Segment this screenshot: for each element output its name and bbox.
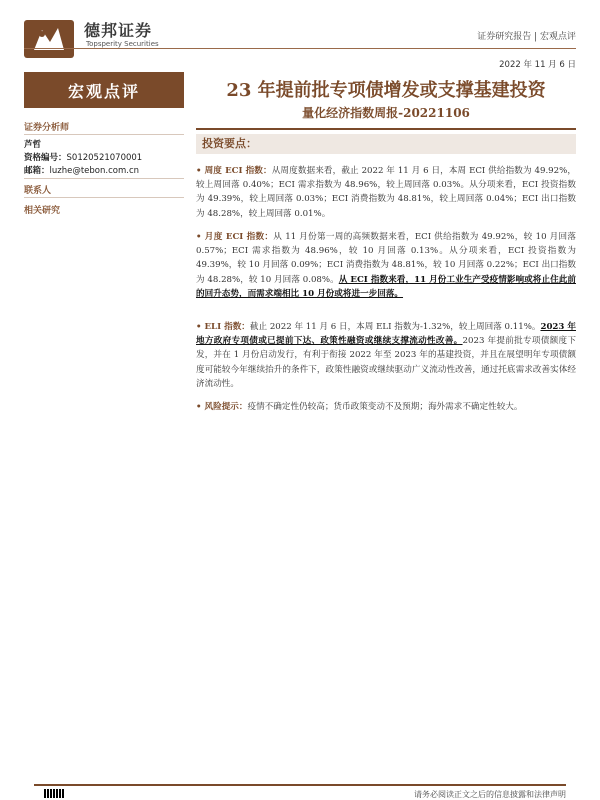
footer-divider [34, 784, 566, 786]
title-divider [196, 128, 576, 130]
bullet-icon: • [196, 232, 205, 242]
analyst-cert: 资格编号：S0120521070001 [24, 153, 143, 163]
header-divider [24, 48, 576, 49]
qr-code-icon [44, 789, 64, 798]
category-tag: 宏观点评 [24, 72, 184, 108]
related-section-label: 相关研究 [24, 206, 61, 216]
brand-name-en: Topsperity Securities [86, 40, 159, 48]
analyst-name: 芦哲 [24, 140, 42, 150]
section-divider [24, 197, 184, 198]
section-divider [24, 178, 184, 179]
bullet-icon: • [196, 402, 205, 412]
report-type: 证券研究报告 | 宏观点评 [477, 32, 576, 42]
key-point-risk: • 风险提示：疫情不确定性仍较高；货币政策变动不及预期；海外需求不确定性较大。 [196, 402, 523, 412]
brand-name: 德邦证券 [84, 21, 153, 40]
key-points-header: 投资要点： [196, 134, 576, 154]
key-point-weekly-eci: • 周度 ECI 指数：从周度数据来看，截止 2022 年 11 月 6 日，本周 ECI 供给指数为 49.92%，较上周回落 0.40%；ECI 需求指数为 48.96%，较上周回落 0.03%。从分项来看，ECI 投资指数为 49.39%，较上周回落 0.03%；ECI 消费指数为 48.81%，较上周回落 0.04%；ECI 出口指数为 48.28%，较上周回落 0.01%。 [196, 166, 576, 219]
bullet-icon: • [196, 322, 205, 332]
analyst-email[interactable]: 邮箱：luzhe@tebon.com.cn [24, 166, 140, 176]
analyst-section-label: 证券分析师 [24, 123, 70, 133]
report-title: 23 年提前批专项债增发或支撑基建投资 [226, 80, 546, 101]
key-point-eli: • ELI 指数：截止 2022 年 11 月 6 日，本周 ELI 指数为-1.32%，较上周回落 0.11%。2023 年地方政府专项债或已提前下达、政策性融资或继续支撑流动性改善。2023 年提前批专项债额度下发，并在 1 月份启动发行，有利于衔接 2022 年至 2023 年的基建投资，并且在展望明年专项债额度可能较今年继续抬升的条件下，政策性融资或继续驱动广义流动性改善，通过托底需求改善实体经济流动性。 [196, 322, 576, 389]
report-subtitle: 量化经济指数周报-20221106 [302, 106, 470, 120]
footer-disclaimer: 请务必阅读正文之后的信息披露和法律声明 [414, 790, 566, 799]
key-point-monthly-eci: • 月度 ECI 指数：从 11 月份第一周的高频数据来看，ECI 供给指数为 49.92%，较 10 月回落 0.57%；ECI 需求指数为 48.96%，较 10 月回落 0.13%。从分项来看，ECI 投资指数为 49.39%，较 10 月回落 0.09%；ECI 消费指数为 48.81%，较 10 月回落 0.22%；ECI 出口指数为 48.28%，较 10 月回落 0.08%。从 ECI 指数来看，11 月份工业生产受疫情影响或将止住此前的回升态势，而需求端相比 10 月份或将进一步回落。 [196, 232, 576, 299]
report-date: 2022 年 11 月 6 日 [499, 60, 576, 70]
brand-logo-icon [24, 20, 74, 58]
bullet-icon: • [196, 166, 205, 176]
contact-section-label: 联系人 [24, 186, 52, 196]
section-divider [24, 134, 184, 135]
